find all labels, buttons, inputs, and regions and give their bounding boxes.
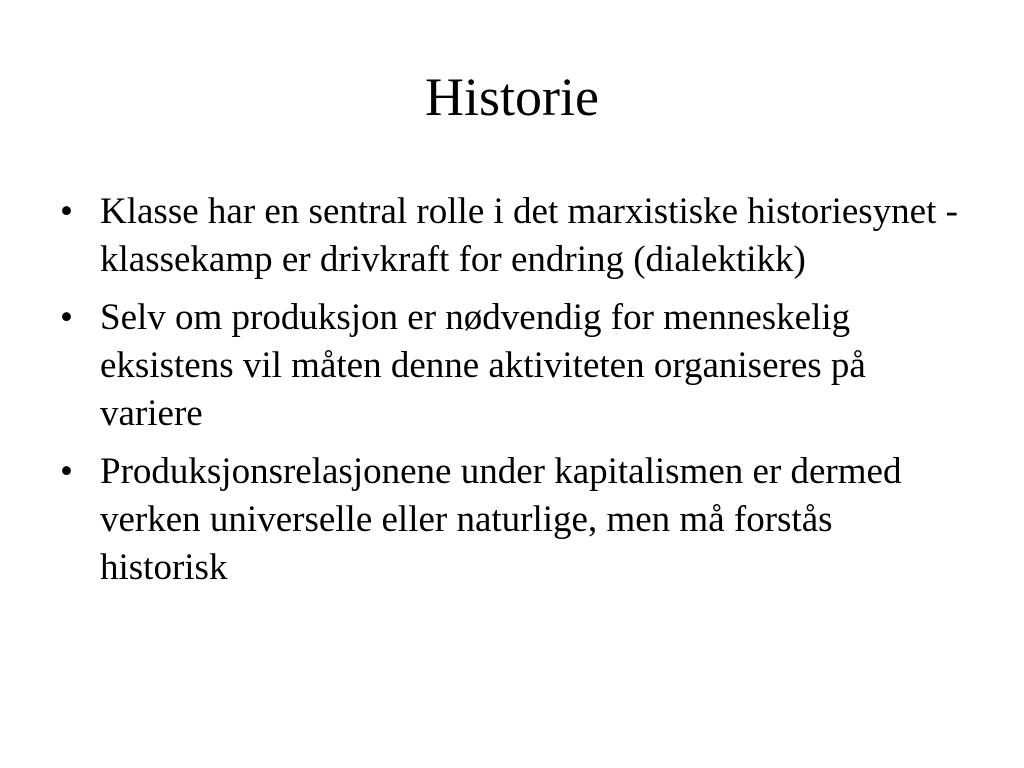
bullet-item-2 — [60, 294, 960, 438]
bullet-marker: • — [60, 451, 73, 492]
bullet-list — [60, 188, 960, 602]
bullet-marker: • — [60, 191, 73, 232]
bullet-text: Produksjonsrelasjonene under kapitalismen er dermed verken universelle eller naturlige, men må forstås historisk — [100, 451, 902, 588]
slide-title: Historie — [425, 67, 599, 127]
bullet-item-3 — [60, 448, 960, 592]
bullet-marker: • — [60, 297, 73, 338]
bullet-text: Selv om produksjon er nødvendig for menneskelig eksistens vil måten denne aktiviteten organiseres på variere — [100, 297, 866, 434]
bullet-text: Klasse har en sentral rolle i det marxistiske historiesynet - klassekamp er drivkraft for endring (dialektikk) — [100, 191, 958, 280]
bullet-item-1 — [60, 188, 960, 284]
